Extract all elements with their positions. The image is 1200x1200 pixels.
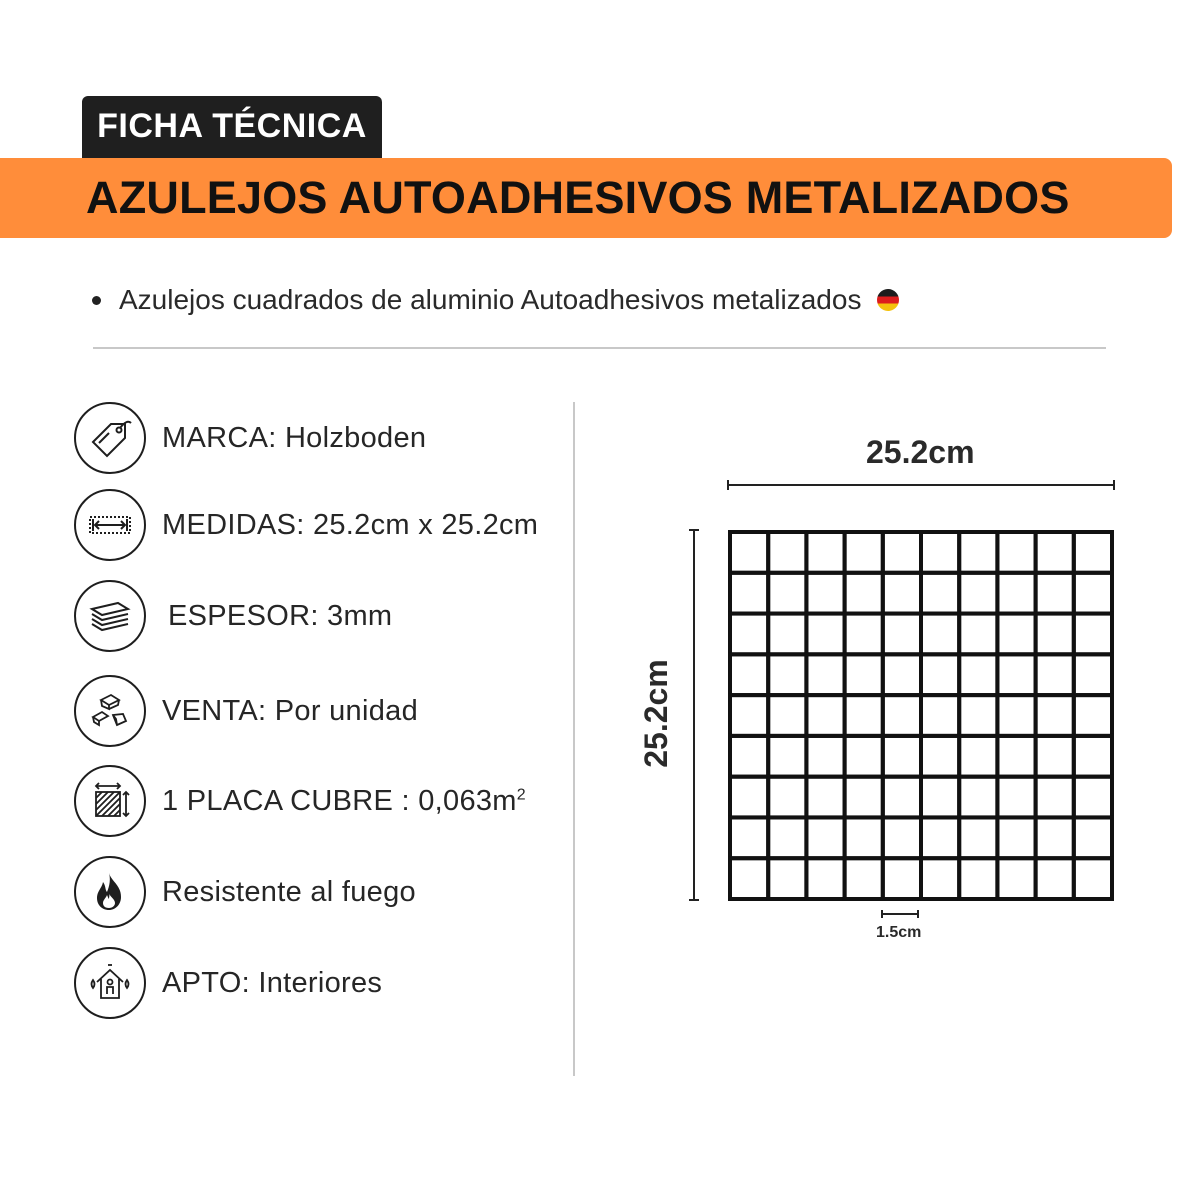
tile-cell	[806, 817, 844, 858]
tile-cell	[959, 817, 997, 858]
tile-cell	[959, 532, 997, 573]
tile-cell	[921, 858, 959, 899]
tile-cell	[1074, 695, 1112, 736]
tile-cell	[768, 695, 806, 736]
tile-size-dimension-line	[882, 910, 918, 918]
tile-cell	[730, 695, 768, 736]
tile-cell	[883, 736, 921, 777]
tile-cell	[959, 695, 997, 736]
tile-cell	[1036, 736, 1074, 777]
tile-cell	[997, 532, 1035, 573]
tile-cell	[1036, 858, 1074, 899]
tile-cell	[883, 817, 921, 858]
tile-cell	[730, 817, 768, 858]
tile-size-label: 1.5cm	[876, 924, 922, 941]
spec-coverage-unit-exponent: 2	[516, 785, 526, 803]
tile-cell	[768, 614, 806, 655]
tile-cell	[730, 614, 768, 655]
tile-cell	[768, 777, 806, 818]
tile-cell	[1074, 532, 1112, 573]
tile-cell	[1036, 614, 1074, 655]
tile-cell	[1036, 777, 1074, 818]
tile-cell	[806, 614, 844, 655]
tile-cell	[845, 695, 883, 736]
tile-cell	[1074, 817, 1112, 858]
spec-fire-text: Resistente al fuego	[162, 875, 416, 908]
tile-cell	[1074, 573, 1112, 614]
tile-cell	[730, 654, 768, 695]
tile-cell	[883, 573, 921, 614]
tile-cell	[883, 532, 921, 573]
tile-cell	[730, 736, 768, 777]
tile-cell	[959, 858, 997, 899]
tile-cell	[921, 654, 959, 695]
tile-cell	[959, 777, 997, 818]
width-dimension-line	[728, 480, 1114, 490]
tile-cell	[921, 532, 959, 573]
tile-cell	[806, 777, 844, 818]
tile-cell	[806, 736, 844, 777]
tile-cell	[845, 614, 883, 655]
tile-cell	[845, 817, 883, 858]
tile-cell	[921, 736, 959, 777]
tile-cell	[959, 614, 997, 655]
tile-cell	[1036, 654, 1074, 695]
tile-cell	[768, 817, 806, 858]
spec-usage-text: APTO: Interiores	[162, 966, 383, 999]
spec-thickness-text: ESPESOR: 3mm	[168, 599, 393, 632]
badge-label: FICHA TÉCNICA	[97, 106, 367, 145]
tile-cell	[997, 573, 1035, 614]
tile-cell	[883, 695, 921, 736]
tile-cell	[845, 532, 883, 573]
tile-cell	[1036, 817, 1074, 858]
tile-cell	[845, 777, 883, 818]
tile-cell	[806, 858, 844, 899]
tile-cell	[921, 817, 959, 858]
intro-text: Azulejos cuadrados de aluminio Autoadhesivos metalizados	[119, 284, 862, 315]
tile-cell	[1074, 858, 1112, 899]
tile-cell	[883, 858, 921, 899]
tile-cell	[997, 817, 1035, 858]
tile-cell	[1036, 532, 1074, 573]
tile-cell	[730, 573, 768, 614]
tile-cell	[768, 736, 806, 777]
tile-cell	[730, 777, 768, 818]
tile-cell	[883, 654, 921, 695]
tile-cell	[1074, 654, 1112, 695]
tile-cell	[997, 858, 1035, 899]
spec-coverage-value: 1 PLACA CUBRE : 0,063m	[162, 784, 517, 817]
tile-cell	[730, 532, 768, 573]
tile-cell	[806, 695, 844, 736]
tile-cell	[845, 858, 883, 899]
tile-cell	[921, 777, 959, 818]
spec-dimensions-text: MEDIDAS: 25.2cm x 25.2cm	[162, 508, 539, 541]
tile-cell	[997, 614, 1035, 655]
tile-cell	[768, 654, 806, 695]
tile-cell	[997, 777, 1035, 818]
tile-cell	[768, 858, 806, 899]
tile-cell	[959, 736, 997, 777]
tile-cell	[997, 736, 1035, 777]
tile-cell	[997, 695, 1035, 736]
width-label: 25.2cm	[866, 434, 975, 470]
tile-cell	[730, 858, 768, 899]
tile-cell	[1074, 777, 1112, 818]
tile-cell	[959, 654, 997, 695]
tile-cell	[1036, 695, 1074, 736]
tile-cell	[921, 573, 959, 614]
tile-cell	[921, 614, 959, 655]
height-label: 25.2cm	[637, 658, 674, 768]
tile-cell	[806, 573, 844, 614]
tile-cell	[806, 532, 844, 573]
tile-cell	[845, 736, 883, 777]
tile-cell	[997, 654, 1035, 695]
tile-cell	[768, 573, 806, 614]
tile-cell	[806, 654, 844, 695]
tile-cell	[1074, 736, 1112, 777]
tile-grid	[730, 532, 1112, 899]
tile-cell	[921, 695, 959, 736]
tile-cell	[883, 777, 921, 818]
height-dimension-line	[689, 530, 699, 900]
spec-sale-text: VENTA: Por unidad	[162, 694, 419, 727]
tile-cell	[768, 532, 806, 573]
spec-brand-text: MARCA: Holzboden	[162, 421, 427, 454]
tile-cell	[959, 573, 997, 614]
tile-cell	[1074, 614, 1112, 655]
tile-cell	[845, 573, 883, 614]
tile-cell	[845, 654, 883, 695]
tile-cell	[1036, 573, 1074, 614]
page-title: AZULEJOS AUTOADHESIVOS METALIZADOS	[86, 172, 1070, 223]
tile-cell	[883, 614, 921, 655]
